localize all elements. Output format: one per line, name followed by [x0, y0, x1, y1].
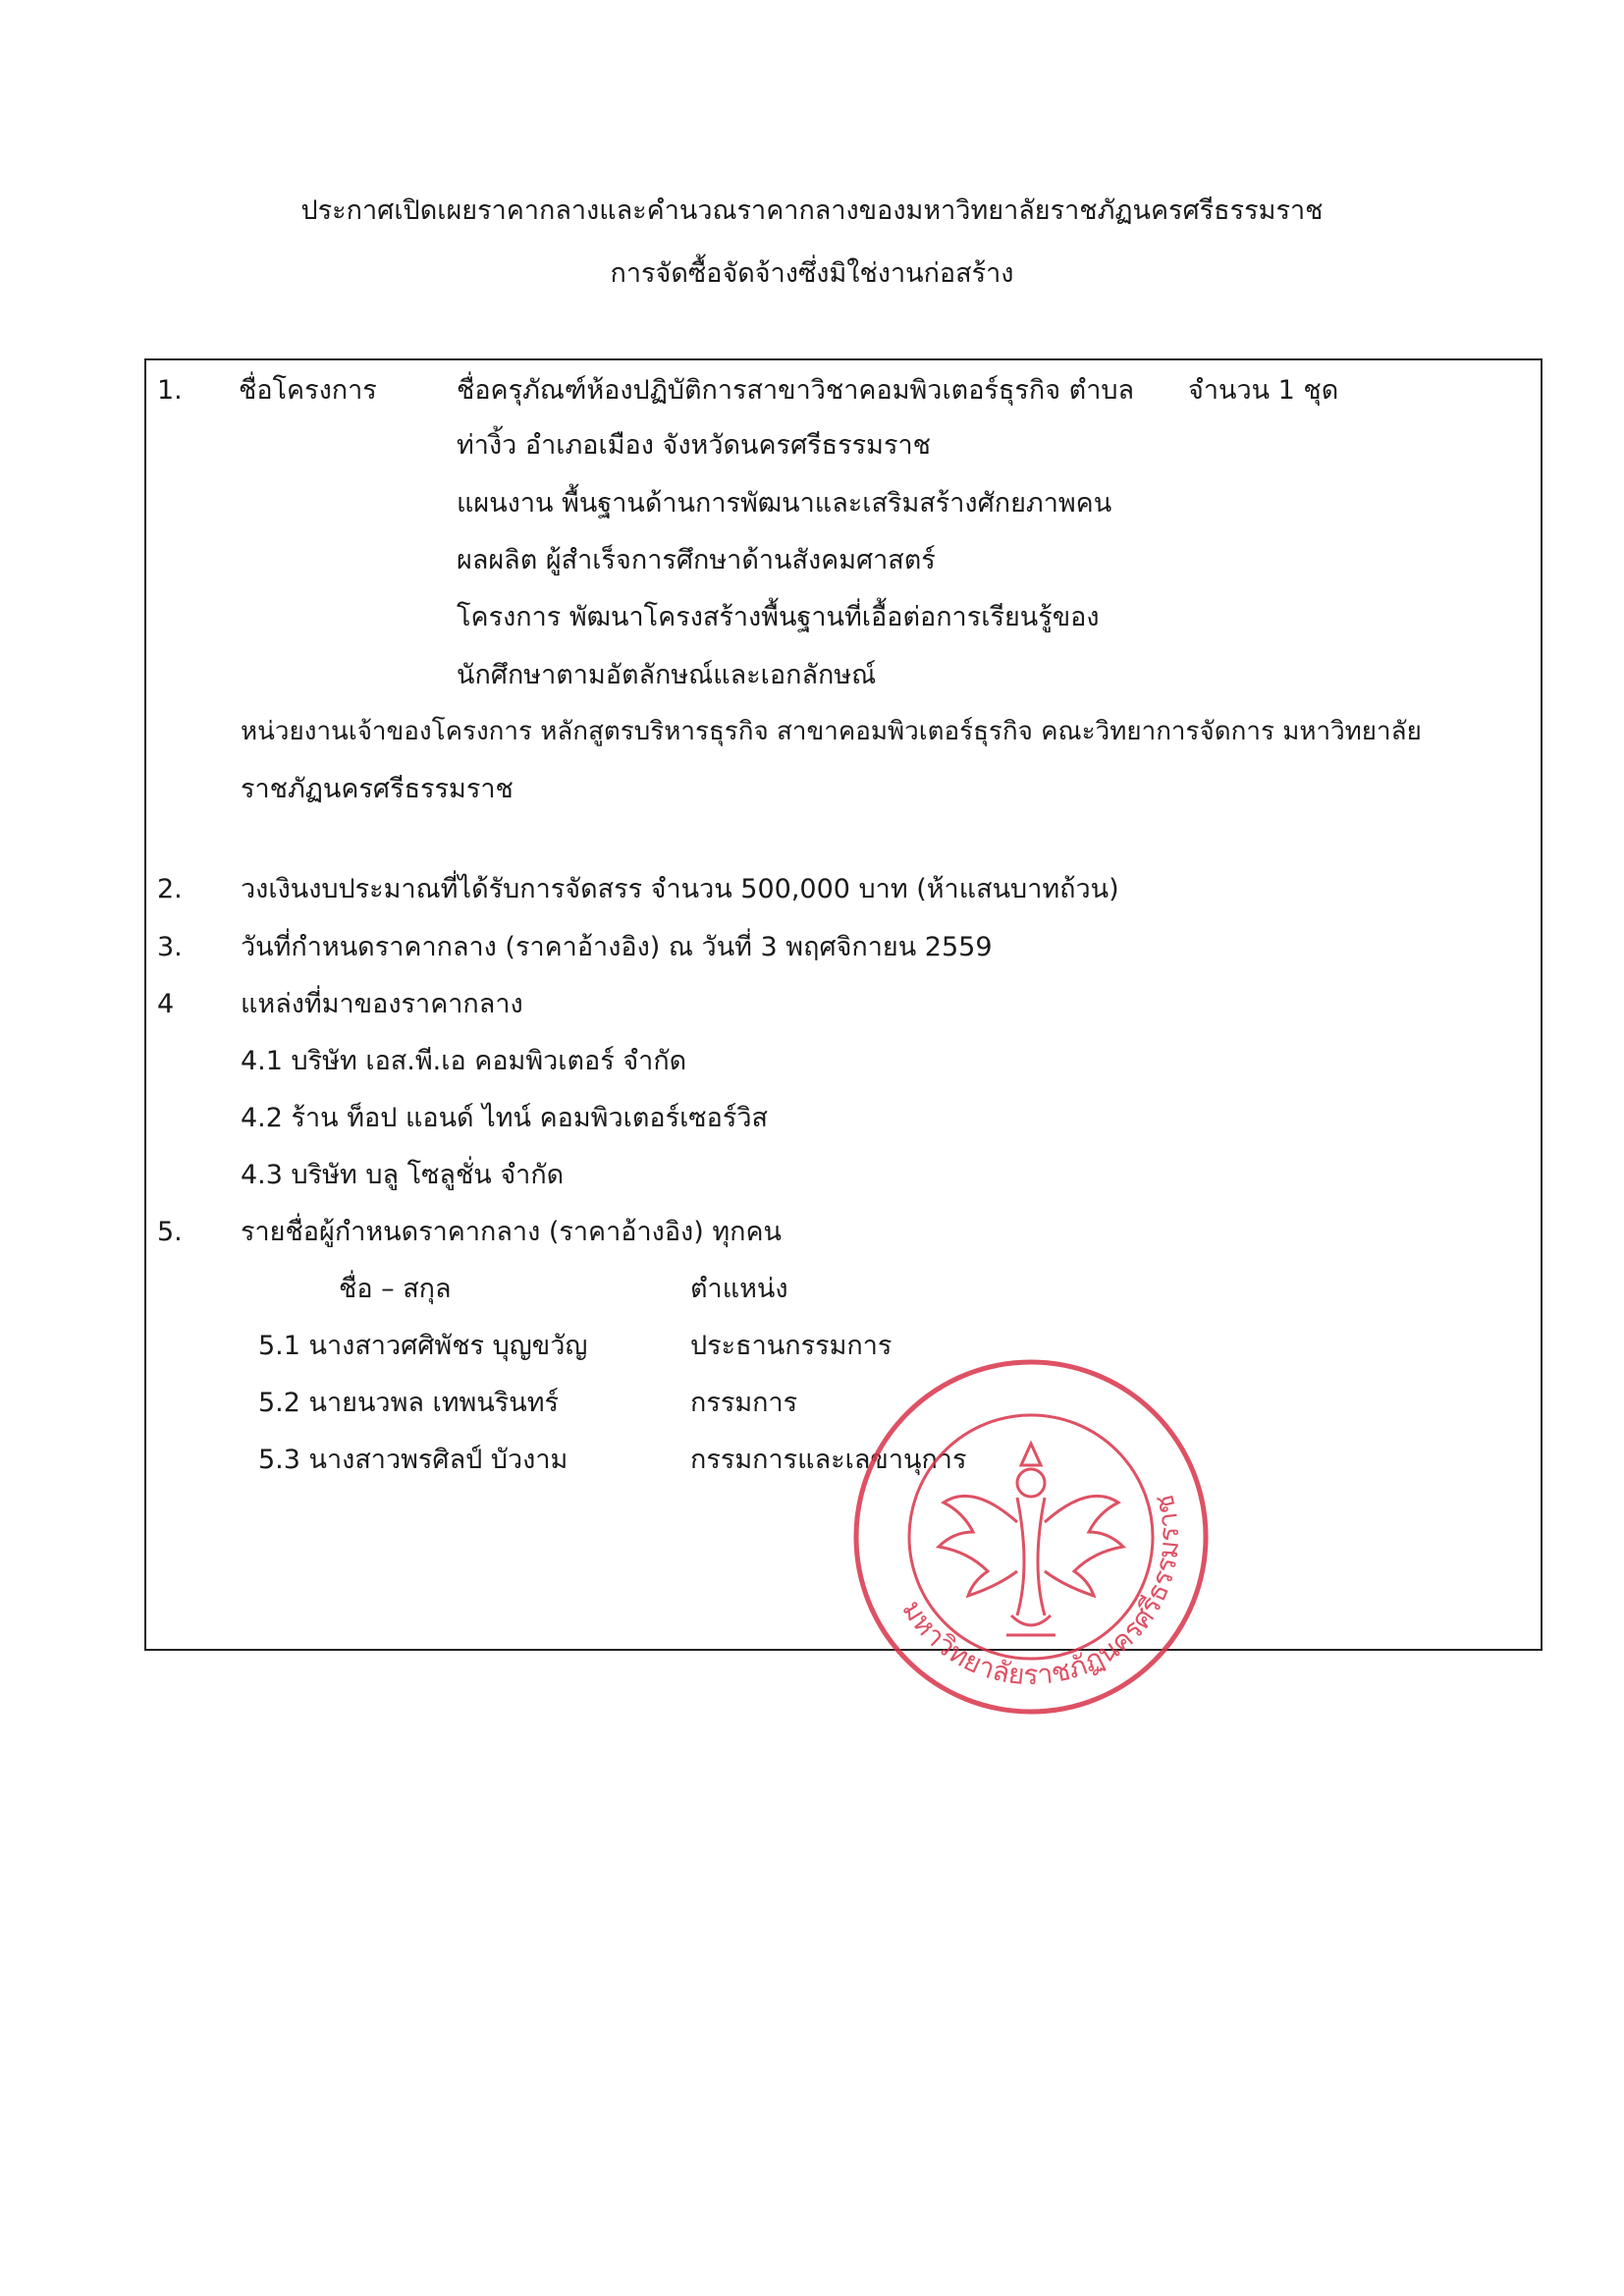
project-owner-line1: หน่วยงานเจ้าของโครงการ หลักสูตรบริหารธุรกิจ สาขาคอมพิวเตอร์ธุรกิจ คณะวิทยาการจัดการ มหาวิทยาลัย [241, 717, 1422, 746]
item5-number: 5. [157, 1217, 183, 1247]
price-source-item: 4.1 บริษัท เอส.พี.เอ คอมพิวเตอร์ จำกัด [241, 1046, 687, 1076]
item3-number: 3. [157, 932, 183, 962]
item1-label: ชื่อโครงการ [239, 375, 377, 406]
committee-heading: รายชื่อผู้กำหนดราคากลาง (ราคาอ้างอิง) ทุกคน [241, 1217, 783, 1247]
seal-ring-text: มหาวิทยาลัยราชภัฏนครศรีธรรมราช [895, 1491, 1186, 1692]
committee-member-name: 5.1 นางสาวศศิพัชร บุญขวัญ [258, 1331, 588, 1361]
item4-number: 4 [157, 989, 175, 1019]
budget-text: วงเงินงบประมาณที่ได้รับการจัดสรร จำนวน 500,000 บาท (ห้าแสนบาทถ้วน) [241, 874, 1119, 904]
committee-member-name: 5.3 นางสาวพรศิลป์ บัวงาม [258, 1445, 568, 1475]
committee-member-name: 5.2 นายนวพล เทพนรินทร์ [258, 1388, 560, 1418]
document-subtitle: การจัดซื้อจัดจ้างซึ่งมิใช่งานก่อสร้าง [610, 258, 1014, 289]
committee-member-position: ประธานกรรมการ [690, 1331, 893, 1361]
item1-number: 1. [157, 375, 183, 406]
committee-position-column: ตำแหน่ง [690, 1274, 788, 1304]
project-name-line1: ชื่อครุภัณฑ์ห้องปฏิบัติการสาขาวิชาคอมพิวเตอร์ธุรกิจ ตำบล [457, 375, 1135, 406]
price-source-item: 4.3 บริษัท บลู โซลูชั่น จำกัด [241, 1160, 565, 1190]
project-plan: แผนงาน พื้นฐานด้านการพัฒนาและเสริมสร้างศักยภาพคน [457, 488, 1112, 519]
committee-name-column: ชื่อ – สกุล [339, 1274, 452, 1304]
reference-date-text: วันที่กำหนดราคากลาง (ราคาอ้างอิง) ณ วันที่ 3 พฤศจิกายน 2559 [241, 932, 993, 962]
committee-member-position: กรรมการ [690, 1388, 798, 1418]
document-title: ประกาศเปิดเผยราคากลางและคำนวณราคากลางของมหาวิทยาลัยราชภัฏนครศรีธรรมราช [300, 195, 1324, 226]
price-source-item: 4.2 ร้าน ท็อป แอนด์ ไทน์ คอมพิวเตอร์เซอร์วิส [241, 1103, 768, 1133]
price-sources-heading: แหล่งที่มาของราคากลาง [241, 989, 523, 1019]
project-program-line2: นักศึกษาตามอัตลักษณ์และเอกลักษณ์ [457, 660, 877, 690]
item2-number: 2. [157, 874, 183, 904]
committee-member-position: กรรมการและเลขานุการ [690, 1445, 967, 1475]
university-seal-stamp [844, 1350, 1218, 1723]
project-owner-line2: ราชภัฏนครศรีธรรมราช [241, 774, 514, 804]
project-output: ผลผลิต ผู้สำเร็จการศึกษาด้านสังคมศาสตร์ [457, 545, 936, 575]
project-name-line2: ท่างิ้ว อำเภอเมือง จังหวัดนครศรีธรรมราช [457, 430, 931, 461]
project-quantity: จำนวน 1 ชุด [1188, 375, 1339, 406]
project-program-line1: โครงการ พัฒนาโครงสร้างพื้นฐานที่เอื้อต่อการเรียนรู้ของ [457, 602, 1100, 632]
